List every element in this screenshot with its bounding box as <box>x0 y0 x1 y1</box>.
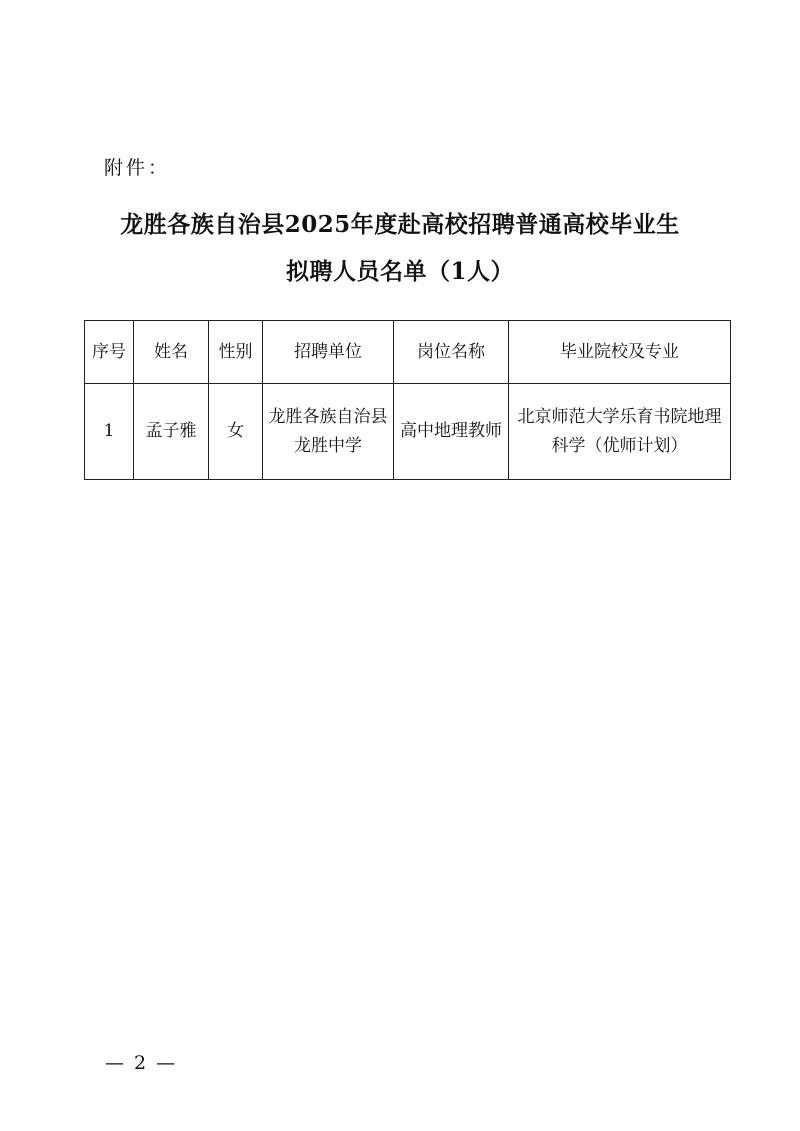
cell-position: 高中地理教师 <box>394 384 509 480</box>
header-gender: 性别 <box>209 321 263 384</box>
header-position: 岗位名称 <box>394 321 509 384</box>
table-header-row <box>85 321 731 384</box>
header-name: 姓名 <box>134 321 209 384</box>
header-serial-number: 序号 <box>85 321 134 384</box>
attachment-label: 附件： <box>104 157 171 179</box>
header-employer: 招聘单位 <box>263 321 394 384</box>
document-title-line-2: 拟聘人员名单（1人） <box>285 258 514 285</box>
cell-gender: 女 <box>209 384 263 480</box>
cell-name: 孟子雅 <box>134 384 209 480</box>
cell-serial-number: 1 <box>85 384 134 480</box>
table-row <box>85 384 731 480</box>
cell-employer: 龙胜各族自治县龙胜中学 <box>263 384 394 480</box>
header-school-and-major: 毕业院校及专业 <box>509 321 731 384</box>
cell-school-and-major: 北京师范大学乐育书院地理科学（优师计划） <box>509 384 731 480</box>
page-number: — 2 — <box>105 1052 178 1074</box>
candidate-list-table <box>84 320 731 480</box>
document-title-line-1: 龙胜各族自治县2025年度赴高校招聘普通高校毕业生 <box>120 211 680 238</box>
